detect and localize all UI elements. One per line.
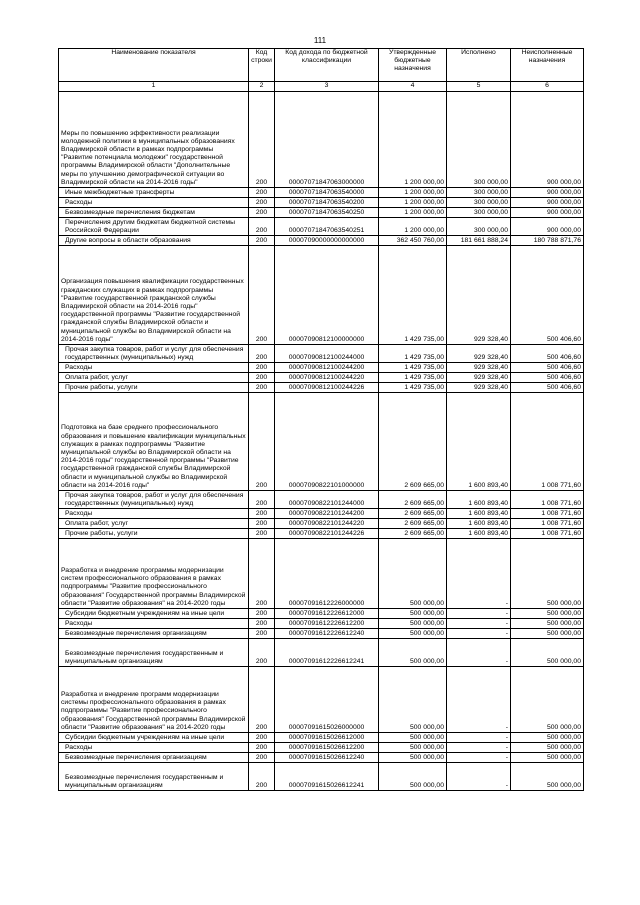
row-approved: 500 000,00 xyxy=(379,639,447,667)
row-line-code: 200 xyxy=(249,763,275,791)
row-budget-code: 00007091615026612241 xyxy=(275,763,379,791)
row-approved: 2 609 665,00 xyxy=(379,509,447,519)
row-budget-code: 00007090812100244220 xyxy=(275,373,379,383)
row-line-code: 200 xyxy=(249,519,275,529)
row-unexecuted: 500 000,00 xyxy=(511,743,584,753)
row-unexecuted: 500 406,60 xyxy=(511,345,584,363)
row-executed: 929 328,40 xyxy=(447,373,511,383)
row-budget-code: 00007090000000000000 xyxy=(275,236,379,246)
row-approved: 1 200 000,00 xyxy=(379,198,447,208)
row-line-code: 200 xyxy=(249,539,275,609)
row-executed: 300 000,00 xyxy=(447,188,511,198)
row-executed: 929 328,40 xyxy=(447,383,511,393)
row-executed: 1 600 893,40 xyxy=(447,393,511,491)
table-row xyxy=(59,763,584,791)
row-line-code: 200 xyxy=(249,246,275,345)
row-unexecuted: 1 008 771,60 xyxy=(511,519,584,529)
table-row xyxy=(59,92,584,188)
row-name: Расходы xyxy=(59,363,249,373)
column-number: 3 xyxy=(275,82,379,92)
row-approved: 500 000,00 xyxy=(379,763,447,791)
row-name: Расходы xyxy=(59,509,249,519)
table-row xyxy=(59,629,584,639)
table-row xyxy=(59,619,584,629)
table-row xyxy=(59,363,584,373)
table-row xyxy=(59,539,584,609)
row-approved: 500 000,00 xyxy=(379,619,447,629)
row-budget-code: 00007091612226612000 xyxy=(275,609,379,619)
row-executed: 300 000,00 xyxy=(447,198,511,208)
row-executed: 929 328,40 xyxy=(447,246,511,345)
row-line-code: 200 xyxy=(249,529,275,539)
row-unexecuted: 500 406,60 xyxy=(511,383,584,393)
row-name: Безвозмездные перечисления организациям xyxy=(59,629,249,639)
table-row xyxy=(59,509,584,519)
row-budget-code: 00007071847063000000 xyxy=(275,92,379,188)
row-approved: 2 609 665,00 xyxy=(379,519,447,529)
header-executed: Исполнено xyxy=(447,49,511,82)
row-unexecuted: 500 000,00 xyxy=(511,609,584,619)
row-line-code: 200 xyxy=(249,92,275,188)
table-row xyxy=(59,236,584,246)
row-budget-code: 00007091615026000000 xyxy=(275,667,379,733)
row-approved: 500 000,00 xyxy=(379,667,447,733)
table-row xyxy=(59,188,584,198)
table-row xyxy=(59,529,584,539)
row-line-code: 200 xyxy=(249,198,275,208)
table-row xyxy=(59,609,584,619)
row-budget-code: 00007091612226612200 xyxy=(275,619,379,629)
column-number-row xyxy=(59,82,584,92)
row-executed: 300 000,00 xyxy=(447,208,511,218)
row-approved: 2 609 665,00 xyxy=(379,529,447,539)
table-row xyxy=(59,667,584,733)
row-budget-code: 00007090822101000000 xyxy=(275,393,379,491)
row-name: Прочая закупка товаров, работ и услуг для обеспечения государственных (муниципальных) нужд xyxy=(59,491,249,509)
header-row xyxy=(59,49,584,82)
row-executed: 300 000,00 xyxy=(447,218,511,236)
row-line-code: 200 xyxy=(249,509,275,519)
table-row xyxy=(59,218,584,236)
row-line-code: 200 xyxy=(249,753,275,763)
row-name: Расходы xyxy=(59,743,249,753)
row-approved: 1 200 000,00 xyxy=(379,208,447,218)
row-name: Субсидии бюджетным учреждениям на иные цели xyxy=(59,733,249,743)
row-budget-code: 00007091612226000000 xyxy=(275,539,379,609)
row-unexecuted: 1 008 771,60 xyxy=(511,491,584,509)
row-executed: - xyxy=(447,667,511,733)
column-number: 1 xyxy=(59,82,249,92)
row-name: Прочая закупка товаров, работ и услуг для обеспечения государственных (муниципальных) нужд xyxy=(59,345,249,363)
row-unexecuted: 1 008 771,60 xyxy=(511,393,584,491)
header-line: Код строки xyxy=(249,49,275,82)
header-name: Наименование показателя xyxy=(59,49,249,82)
row-executed: - xyxy=(447,753,511,763)
row-name: Меры по повышению эффективности реализации молодежной политики в муниципальных образованиях Владимирской области в рамках подпрограммы "Развитие потенциала молодежи" государственной программы Владимирской области "Дополнительные меры по улучшению демографической ситуации во Владимирской области на 2014-2016 годы" xyxy=(59,92,249,188)
table-row xyxy=(59,345,584,363)
row-budget-code: 00007091615026612200 xyxy=(275,743,379,753)
row-line-code: 200 xyxy=(249,188,275,198)
row-line-code: 200 xyxy=(249,236,275,246)
row-approved: 1 200 000,00 xyxy=(379,188,447,198)
row-name: Расходы xyxy=(59,619,249,629)
row-unexecuted: 180 788 871,76 xyxy=(511,236,584,246)
table-row xyxy=(59,198,584,208)
row-line-code: 200 xyxy=(249,491,275,509)
row-name: Безвозмездные перечисления бюджетам xyxy=(59,208,249,218)
row-unexecuted: 500 000,00 xyxy=(511,619,584,629)
row-approved: 1 429 735,00 xyxy=(379,363,447,373)
table-row xyxy=(59,733,584,743)
row-budget-code: 00007091612226612240 xyxy=(275,629,379,639)
row-executed: - xyxy=(447,629,511,639)
row-approved: 500 000,00 xyxy=(379,609,447,619)
row-unexecuted: 500 000,00 xyxy=(511,753,584,763)
table-row xyxy=(59,246,584,345)
row-name: Прочие работы, услуги xyxy=(59,529,249,539)
row-line-code: 200 xyxy=(249,629,275,639)
row-budget-code: 00007090812100000000 xyxy=(275,246,379,345)
row-approved: 362 450 760,00 xyxy=(379,236,447,246)
row-unexecuted: 900 000,00 xyxy=(511,198,584,208)
header-code: Код дохода по бюджетной классификации xyxy=(275,49,379,82)
row-line-code: 200 xyxy=(249,208,275,218)
row-approved: 1 429 735,00 xyxy=(379,383,447,393)
row-budget-code: 00007071847063540250 xyxy=(275,208,379,218)
row-executed: 300 000,00 xyxy=(447,92,511,188)
row-approved: 500 000,00 xyxy=(379,539,447,609)
row-executed: 1 600 893,40 xyxy=(447,491,511,509)
table-row xyxy=(59,491,584,509)
row-line-code: 200 xyxy=(249,363,275,373)
table-row xyxy=(59,639,584,667)
row-approved: 1 429 735,00 xyxy=(379,246,447,345)
row-unexecuted: 500 000,00 xyxy=(511,629,584,639)
row-name: Подготовка на базе среднего профессионального образования и повышение квалификации муниципальных служащих в рамках подпрограммы "Развитие муниципальной службы во Владимирской области на 2014-2016 годы" государственной программы "Развитие государственной гражданской службы Владимирской области и муниципальной службы во Владимирской области на 2014-2016 годы" xyxy=(59,393,249,491)
row-unexecuted: 500 406,60 xyxy=(511,246,584,345)
column-number: 2 xyxy=(249,82,275,92)
row-approved: 1 429 735,00 xyxy=(379,373,447,383)
row-name: Безвозмездные перечисления государственным и муниципальным организациям xyxy=(59,639,249,667)
row-name: Организация повышения квалификации государственных гражданских служащих в рамках подпрограммы "Развитие государственной гражданской службы Владимирской области на 2014-2016 годы" государственной программы "Развитие государственной гражданской службы Владимирской области и муниципальной службы во Владимирской области на 2014-2016 годы" xyxy=(59,246,249,345)
row-budget-code: 00007071847063540251 xyxy=(275,218,379,236)
table-row xyxy=(59,753,584,763)
row-line-code: 200 xyxy=(249,345,275,363)
header-approved: Утвержденные бюджетные назначения xyxy=(379,49,447,82)
row-budget-code: 00007091615026612000 xyxy=(275,733,379,743)
row-executed: - xyxy=(447,639,511,667)
table-body xyxy=(59,92,584,791)
row-line-code: 200 xyxy=(249,743,275,753)
budget-table xyxy=(58,48,584,791)
row-line-code: 200 xyxy=(249,393,275,491)
row-name: Оплата работ, услуг xyxy=(59,519,249,529)
row-unexecuted: 900 000,00 xyxy=(511,208,584,218)
row-budget-code: 00007090812100244000 xyxy=(275,345,379,363)
row-unexecuted: 1 008 771,60 xyxy=(511,529,584,539)
row-approved: 2 609 665,00 xyxy=(379,491,447,509)
table-row xyxy=(59,208,584,218)
row-line-code: 200 xyxy=(249,609,275,619)
header-unexecuted: Неисполненные назначения xyxy=(511,49,584,82)
table-row xyxy=(59,393,584,491)
row-approved: 1 200 000,00 xyxy=(379,218,447,236)
row-name: Безвозмездные перечисления организациям xyxy=(59,753,249,763)
row-approved: 500 000,00 xyxy=(379,743,447,753)
row-budget-code: 00007090822101244000 xyxy=(275,491,379,509)
row-executed: - xyxy=(447,743,511,753)
row-line-code: 200 xyxy=(249,667,275,733)
row-budget-code: 00007071847063540200 xyxy=(275,198,379,208)
row-executed: 929 328,40 xyxy=(447,345,511,363)
row-line-code: 200 xyxy=(249,619,275,629)
row-unexecuted: 500 000,00 xyxy=(511,639,584,667)
row-name: Безвозмездные перечисления государственным и муниципальным организациям xyxy=(59,763,249,791)
row-budget-code: 00007090822101244200 xyxy=(275,509,379,519)
page-number: 111 xyxy=(313,36,327,45)
row-approved: 2 609 665,00 xyxy=(379,393,447,491)
row-budget-code: 00007091612226612241 xyxy=(275,639,379,667)
row-name: Перечисления другим бюджетам бюджетной системы Российской Федерации xyxy=(59,218,249,236)
table-row xyxy=(59,383,584,393)
row-line-code: 200 xyxy=(249,639,275,667)
row-line-code: 200 xyxy=(249,373,275,383)
column-number: 6 xyxy=(511,82,584,92)
table-row xyxy=(59,743,584,753)
row-budget-code: 00007071847063540000 xyxy=(275,188,379,198)
row-executed: 181 661 888,24 xyxy=(447,236,511,246)
row-executed: 1 600 893,40 xyxy=(447,529,511,539)
row-executed: - xyxy=(447,619,511,629)
row-unexecuted: 500 000,00 xyxy=(511,763,584,791)
row-budget-code: 00007090822101244220 xyxy=(275,519,379,529)
row-approved: 500 000,00 xyxy=(379,733,447,743)
row-executed: - xyxy=(447,609,511,619)
row-unexecuted: 1 008 771,60 xyxy=(511,509,584,519)
row-name: Разработка и внедрение программ модернизации системы профессионального образования в рамках подпрограммы "Развитие профессионального образования" Государственной программы Владимирской области "Развитие образования" на 2014-2020 годы xyxy=(59,667,249,733)
row-unexecuted: 500 000,00 xyxy=(511,539,584,609)
table-row xyxy=(59,519,584,529)
column-number: 5 xyxy=(447,82,511,92)
row-unexecuted: 500 000,00 xyxy=(511,733,584,743)
table-row xyxy=(59,373,584,383)
row-executed: - xyxy=(447,539,511,609)
row-executed: - xyxy=(447,763,511,791)
row-line-code: 200 xyxy=(249,218,275,236)
row-approved: 500 000,00 xyxy=(379,629,447,639)
row-approved: 1 429 735,00 xyxy=(379,345,447,363)
row-executed: 1 600 893,40 xyxy=(447,509,511,519)
row-approved: 500 000,00 xyxy=(379,753,447,763)
row-unexecuted: 900 000,00 xyxy=(511,92,584,188)
row-line-code: 200 xyxy=(249,383,275,393)
row-unexecuted: 900 000,00 xyxy=(511,218,584,236)
row-line-code: 200 xyxy=(249,733,275,743)
row-executed: - xyxy=(447,733,511,743)
row-name: Иные межбюджетные трансферты xyxy=(59,188,249,198)
row-unexecuted: 500 406,60 xyxy=(511,373,584,383)
row-executed: 1 600 893,40 xyxy=(447,519,511,529)
row-executed: 929 328,40 xyxy=(447,363,511,373)
row-name: Субсидии бюджетным учреждениям на иные цели xyxy=(59,609,249,619)
row-name: Расходы xyxy=(59,198,249,208)
row-unexecuted: 500 000,00 xyxy=(511,667,584,733)
row-budget-code: 00007090812100244226 xyxy=(275,383,379,393)
row-approved: 1 200 000,00 xyxy=(379,92,447,188)
column-number: 4 xyxy=(379,82,447,92)
row-unexecuted: 900 000,00 xyxy=(511,188,584,198)
row-budget-code: 00007091615026612240 xyxy=(275,753,379,763)
row-budget-code: 00007090822101244226 xyxy=(275,529,379,539)
row-name: Разработка и внедрение программы модернизации систем профессионального образования в рамках подпрограммы "Развитие профессионального образования" Государственной программы Владимирской области "Развитие образования" на 2014-2020 годы xyxy=(59,539,249,609)
row-name: Прочие работы, услуги xyxy=(59,383,249,393)
row-name: Оплата работ, услуг xyxy=(59,373,249,383)
row-name: Другие вопросы в области образования xyxy=(59,236,249,246)
row-budget-code: 00007090812100244200 xyxy=(275,363,379,373)
row-unexecuted: 500 406,60 xyxy=(511,363,584,373)
